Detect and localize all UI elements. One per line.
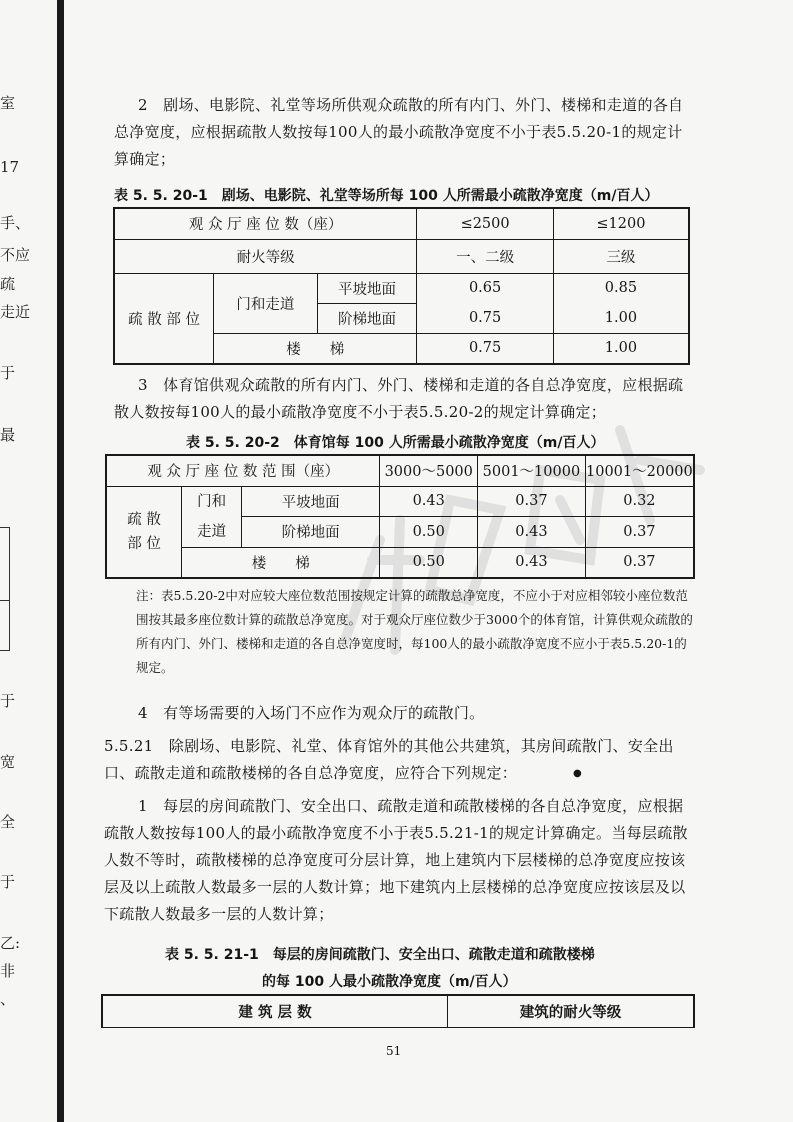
table-caption: 表 5. 5. 20-1 剧场、电影院、礼堂等场所每 100 人所需最小疏散净宽度（m/百人）	[114, 188, 659, 204]
margin-fragment: 、	[0, 990, 16, 1008]
table-header: ≤2500	[417, 208, 554, 239]
table-note: 注：表5.5.20-2中对应较大座位数范围按规定计算的疏散总净宽度，不应小于对应相邻较小座位数范围按其最多座位数计算的疏散总净宽度。对于观众厅座位数少于3000个的体育馆，计算供观众疏散的所有内门、外门、楼梯和走道的各自总净宽度时，每100人的最小疏散净宽度不应小于表5.5.20-1的规定。	[136, 588, 693, 675]
table-cell: 0.43	[478, 547, 586, 578]
margin-fragment: 于	[0, 873, 16, 891]
row-label: 楼 梯	[214, 333, 417, 364]
table-header: 10001～20000	[585, 455, 694, 486]
table-caption: 表 5. 5. 20-2 体育馆每 100 人所需最小疏散净宽度（m/百人）	[186, 435, 605, 451]
table-cell: 1.00	[553, 333, 689, 364]
table-cell: 0.50	[380, 517, 478, 548]
margin-fragment: 手、	[0, 214, 31, 232]
paragraph-item-4: 4 有等场需要的入场门不应作为观众厅的疏散门。	[138, 704, 485, 722]
row-label: 平坡地面	[241, 486, 379, 517]
table-header: 三级	[553, 239, 689, 273]
table-caption: 表 5. 5. 21-1 每层的房间疏散门、安全出口、疏散走道和疏散楼梯	[165, 947, 595, 963]
row-label: 阶梯地面	[317, 303, 417, 333]
margin-fragment: 乙:	[0, 934, 21, 952]
row-label: 门和走道	[214, 273, 318, 333]
table-header: 观 众 厅 座 位 数 范 围（座）	[106, 455, 380, 486]
table-header: 耐火等级	[114, 239, 417, 273]
table-5-5-20-2	[105, 454, 695, 579]
table-header: 5001～10000	[478, 455, 586, 486]
table-caption: 的每 100 人最小疏散净宽度（m/百人）	[262, 974, 517, 990]
margin-fragment: 走近	[0, 303, 31, 321]
paragraph-item-2: 2 剧场、电影院、礼堂等场所供观众疏散的所有内门、外门、楼梯和走道的各自总净宽度，应根据疏散人数按每100人的最小疏散净宽度不小于表5.5.20-1的规定计算确定；	[114, 96, 684, 168]
paragraph-item-3: 3 体育馆供观众疏散的所有内门、外门、楼梯和走道的各自总净宽度，应根据疏散人数按每100人的最小疏散净宽度不小于表5.5.20-2的规定计算确定；	[114, 376, 684, 421]
paragraph-item-1: 1 每层的房间疏散门、安全出口、疏散走道和疏散楼梯的各自总净宽度，应根据疏散人数按每100人的最小疏散净宽度不小于表5.5.21-1的规定计算确定。当每层疏散人数不等时，疏散楼梯的总净宽度可分层计算，地上建筑内下层楼梯的总净宽度应按该层及以上疏散人数最多一层的人数计算；地下建筑内上层楼梯的总净宽度应按该层及以下疏散人数最多一层的人数计算；	[104, 797, 688, 923]
clause-5-5-21: 5.5.21 除剧场、电影院、礼堂、体育馆外的其他公共建筑，其房间疏散门、安全出口、疏散走道和疏散楼梯的各自总净宽度，应符合下列规定：	[104, 737, 674, 782]
margin-fragment: 最	[0, 426, 16, 444]
table-cell: 0.32	[585, 486, 694, 517]
margin-fragment: 非	[0, 962, 16, 980]
table-cell: 1.00	[553, 303, 689, 333]
table-5-5-21-1	[101, 994, 695, 1028]
row-label: 阶梯地面	[241, 517, 379, 548]
table-cell: 0.75	[417, 333, 554, 364]
table-header: 观 众 厅 座 位 数（座）	[114, 208, 417, 239]
table-header: ≤1200	[553, 208, 689, 239]
stray-mark: ●	[573, 768, 582, 779]
table-cell: 0.37	[585, 547, 694, 578]
page-number: 51	[386, 1044, 402, 1058]
table-cell: 0.37	[585, 517, 694, 548]
table-cell: 0.43	[380, 486, 478, 517]
table-header: 一、二级	[417, 239, 554, 273]
margin-fragment: 宽	[0, 753, 16, 771]
table-header: 建筑的耐火等级	[448, 995, 695, 1027]
margin-fragment: 于	[0, 692, 16, 710]
row-label: 门和 走道	[182, 486, 242, 547]
table-cell: 0.65	[417, 273, 554, 303]
table-cell: 0.85	[553, 273, 689, 303]
table-cell: 0.50	[380, 547, 478, 578]
table-header: 建 筑 层 数	[102, 995, 448, 1027]
table-cell: 0.43	[478, 517, 586, 548]
margin-fragment: 全	[0, 813, 16, 831]
margin-fragment: 室	[0, 94, 16, 112]
table-cell: 0.75	[417, 303, 554, 333]
margin-fragment: 疏	[0, 275, 16, 293]
row-label: 平坡地面	[317, 273, 417, 303]
row-label: 疏 散 部 位	[106, 486, 182, 578]
table-cell: 0.37	[478, 486, 586, 517]
margin-fragment: 17	[0, 158, 20, 176]
row-label: 疏 散 部 位	[114, 273, 214, 364]
table-header: 3000～5000	[380, 455, 478, 486]
row-label: 楼 梯	[182, 547, 380, 578]
margin-fragment: 不应	[0, 246, 31, 264]
table-5-5-20-1	[113, 207, 690, 365]
margin-fragment: 于	[0, 364, 16, 382]
